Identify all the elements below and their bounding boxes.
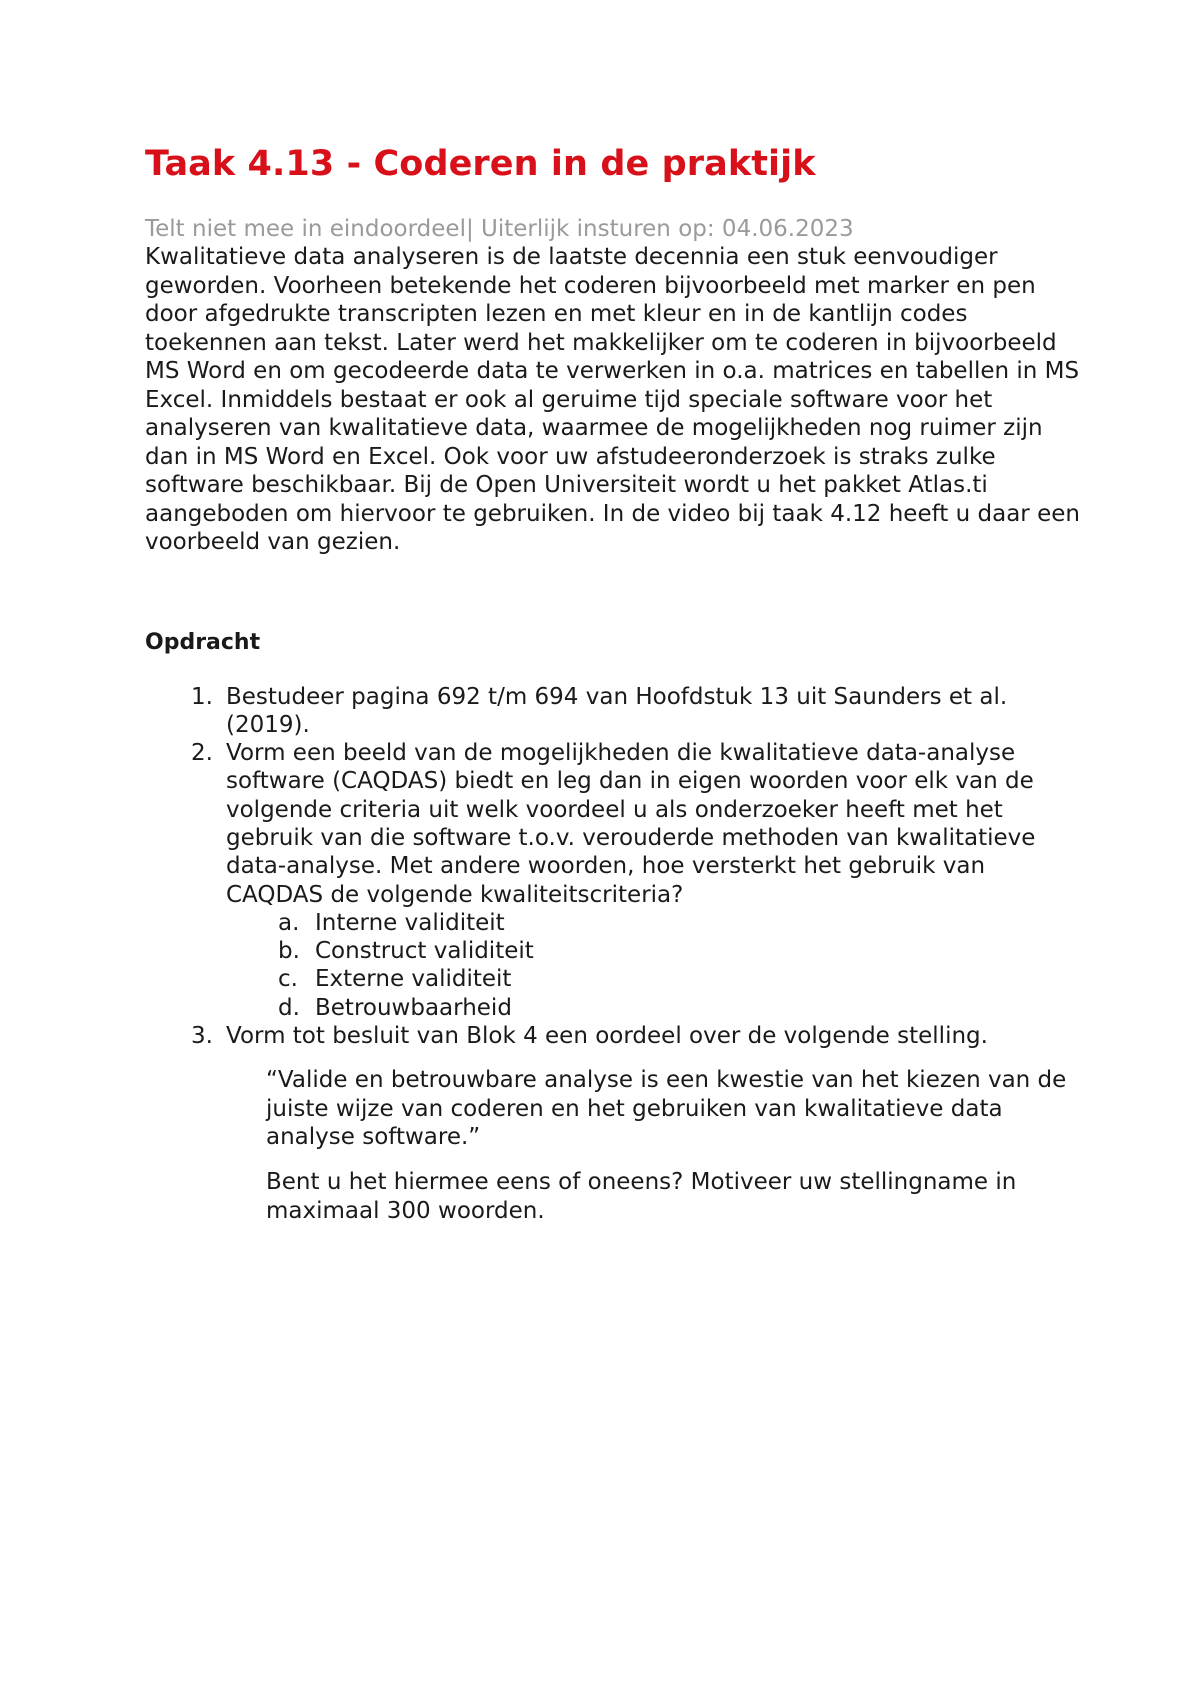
list-item-number: 1.	[191, 683, 213, 710]
list-item-text: Bestudeer pagina 692 t/m 694 van Hoofdstuk 13 uit Saunders et al. (2019).	[226, 683, 1008, 738]
sub-item-letter: d.	[278, 994, 300, 1021]
sub-item-text: Externe validiteit	[315, 966, 512, 993]
sub-item-c	[145, 965, 1085, 993]
statement-question: Bent u het hiermee eens of oneens? Motiveer uw stellingname in maximaal 300 woorden.	[266, 1169, 1017, 1224]
sub-item-a	[145, 909, 1085, 937]
intro-paragraph: Kwalitatieve data analyseren is de laatste decennia een stuk eenvoudiger geworden. Voorheen betekende het coderen bijvoorbeeld met marker en pen door afgedrukte transcripten lezen en met kleur en in de kantlijn codes toekennen aan tekst. Later werd het makkelijker om te coderen in bijvoorbeeld MS Word en om gecodeerde data te verwerken in o.a. matrices en tabellen in MS Excel. Inmiddels bestaat er ook al geruime tijd speciale software voor het analyseren van kwalitatieve data, waarmee de mogelijkheden nog ruimer zijn dan in MS Word en Excel. Ook voor uw afstudeeronderzoek is straks zulke software beschikbaar. Bij de Open Universiteit wordt u het pakket Atlas.ti aangeboden om hiervoor te gebruiken. In de video bij taak 4.12 heeft u daar een voorbeeld van gezien.	[145, 244, 1080, 555]
list-item-number: 3.	[191, 1023, 213, 1050]
list-item-3	[145, 1022, 1085, 1050]
list-item-2	[145, 739, 1085, 909]
sub-item-text: Interne validiteit	[315, 909, 505, 936]
page-title: Taak 4.13 - Coderen in de praktijk	[145, 144, 816, 184]
sub-item-b	[145, 937, 1085, 965]
list-item-1	[145, 683, 1085, 740]
sub-item-letter: b.	[278, 938, 300, 965]
sub-item-text: Betrouwbaarheid	[315, 994, 512, 1021]
list-item-text: Vorm een beeld van de mogelijkheden die kwalitatieve data-analyse software (CAQDAS) biedt en leg dan in eigen woorden voor elk van de volgende criteria uit welk voordeel u als onderzoeker heeft met het gebruik van die software t.o.v. verouderde methoden van kwalitatieve data-analyse. Met andere woorden, hoe versterkt het gebruik van CAQDAS de volgende kwaliteitscriteria?	[226, 740, 1036, 908]
sub-item-letter: c.	[278, 966, 298, 993]
assignment-meta: Telt niet mee in eindoordeel| Uiterlijk insturen op: 04.06.2023	[145, 216, 854, 242]
statement-block	[145, 1066, 1085, 1224]
list-item-number: 2.	[191, 740, 213, 767]
sub-item-d	[145, 994, 1085, 1022]
assignment-list	[145, 683, 1085, 1051]
statement-quote: “Valide en betrouwbare analyse is een kwestie van het kiezen van de juiste wijze van coderen en het gebruiken van kwalitatieve data analyse software.”	[266, 1067, 1067, 1150]
section-heading-opdracht: Opdracht	[145, 629, 261, 655]
sub-item-letter: a.	[278, 909, 300, 936]
document-content	[145, 140, 1085, 1225]
list-item-text: Vorm tot besluit van Blok 4 een oordeel over de volgende stelling.	[226, 1023, 988, 1050]
sub-item-text: Construct validiteit	[315, 938, 534, 965]
